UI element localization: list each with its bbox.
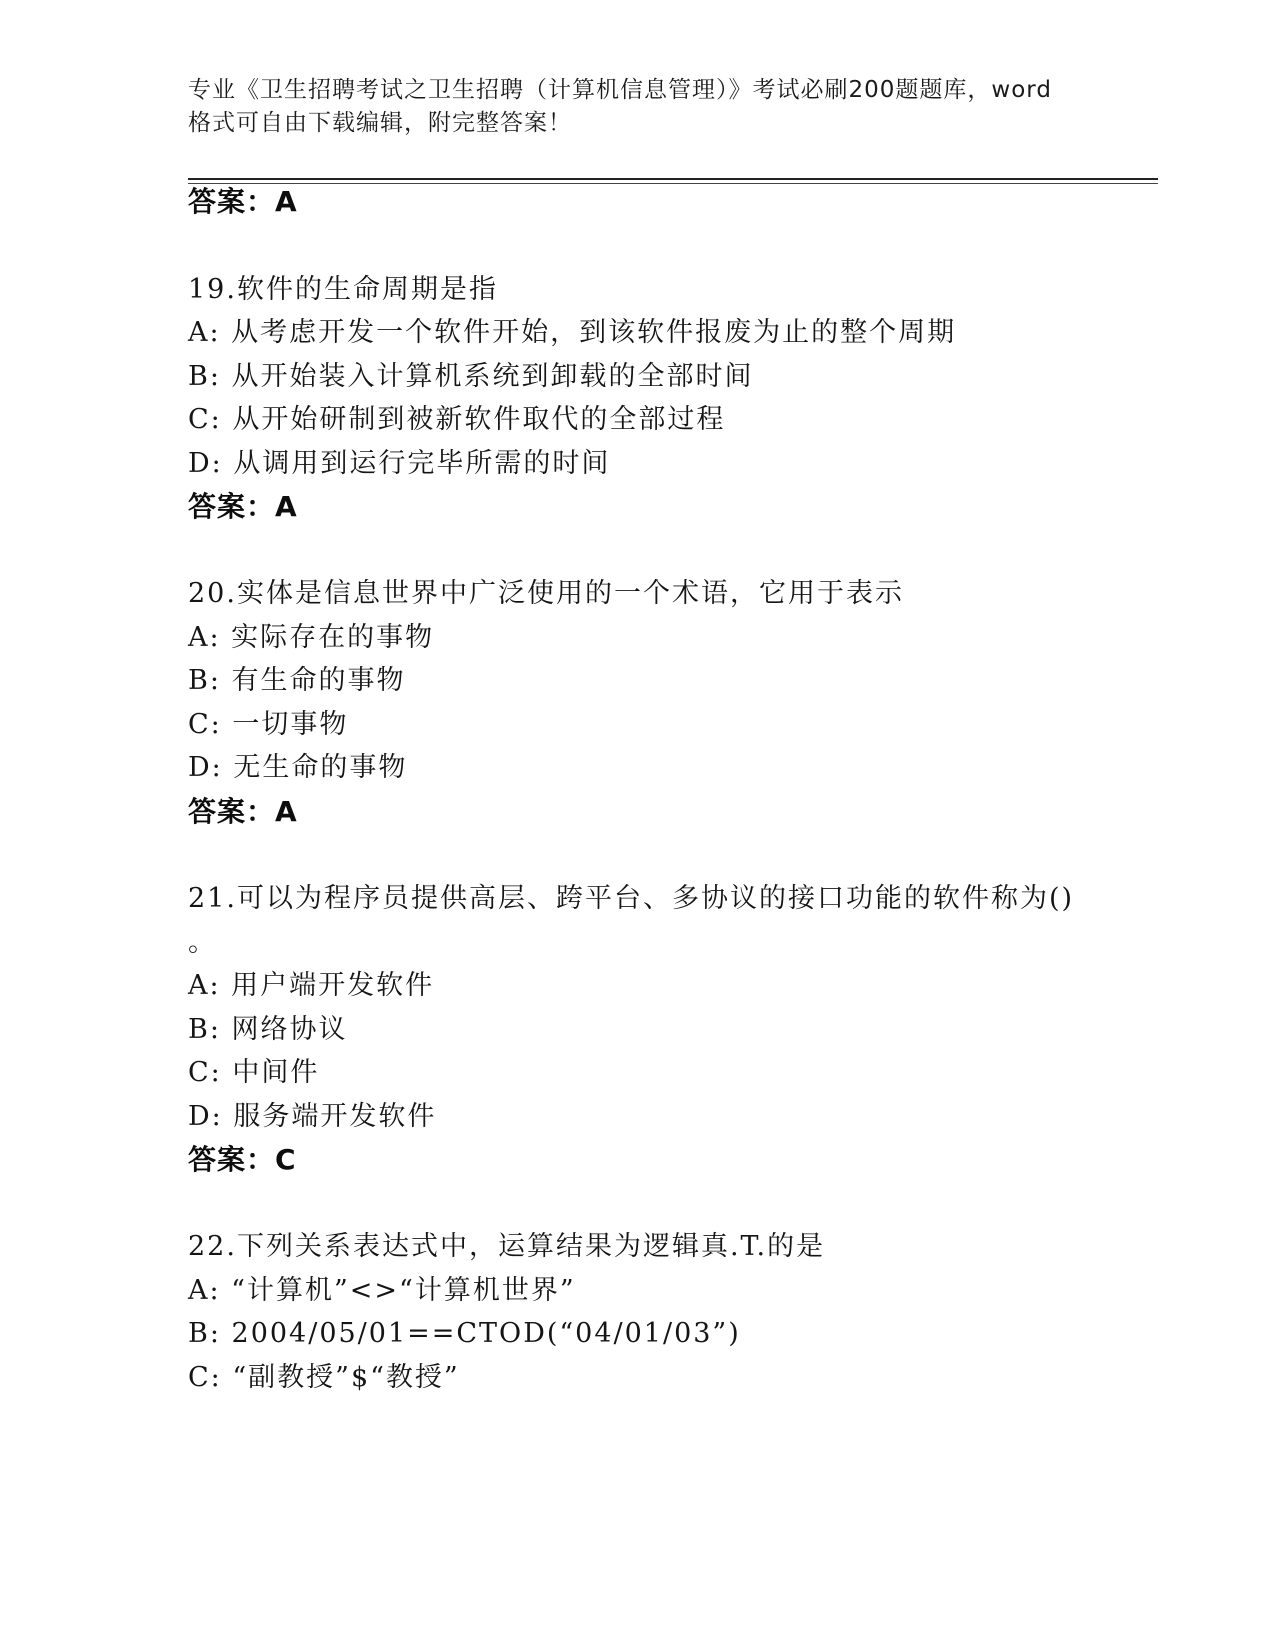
question-21-answer: 答案：C [188,1143,297,1176]
question-20-option-c: C: 一切事物 [188,709,349,740]
question-20-option-b: B: 有生命的事物 [188,665,406,696]
question-22-option-a: A: “计算机”<>“计算机世界” [188,1275,576,1306]
question-22-option-b: B: 2004/05/01==CTOD(“04/01/03”) [188,1318,741,1349]
header-divider [188,178,1158,180]
question-22-option-c: C: “副教授”$“教授” [188,1362,460,1393]
question-21-stem: 21.可以为程序员提供高层、跨平台、多协议的接口功能的软件称为() [188,883,1075,914]
header-divider-thin [188,183,1158,184]
question-20-answer: 答案：A [188,795,298,828]
question-21-option-a: A: 用户端开发软件 [188,970,435,1001]
question-21-stem-continued: 。 [188,927,217,958]
question-20-stem: 20.实体是信息世界中广泛使用的一个术语，它用于表示 [188,578,904,609]
document-header [188,74,1088,140]
question-22-stem: 22.下列关系表达式中，运算结果为逻辑真.T.的是 [188,1231,826,1262]
question-19-option-c: C: 从开始研制到被新软件取代的全部过程 [188,404,726,435]
question-19-answer: 答案：A [188,490,298,523]
question-19-option-d: D: 从调用到运行完毕所需的时间 [188,448,611,479]
question-19-stem: 19.软件的生命周期是指 [188,274,498,305]
question-21-option-c: C: 中间件 [188,1057,320,1088]
question-19-option-a: A: 从考虑开发一个软件开始，到该软件报废为止的整个周期 [188,317,957,348]
question-21-option-b: B: 网络协议 [188,1014,348,1045]
answer-previous: 答案：A [188,185,298,218]
header-line-2: 格式可自由下载编辑，附完整答案！ [188,110,572,136]
question-21-option-d: D: 服务端开发软件 [188,1101,437,1132]
question-20-option-a: A: 实际存在的事物 [188,622,435,653]
question-19-option-b: B: 从开始装入计算机系统到卸载的全部时间 [188,361,754,392]
question-20-option-d: D: 无生命的事物 [188,752,408,783]
header-line-1: 专业《卫生招聘考试之卫生招聘（计算机信息管理）》考试必刷200题题库，word [188,77,1052,103]
